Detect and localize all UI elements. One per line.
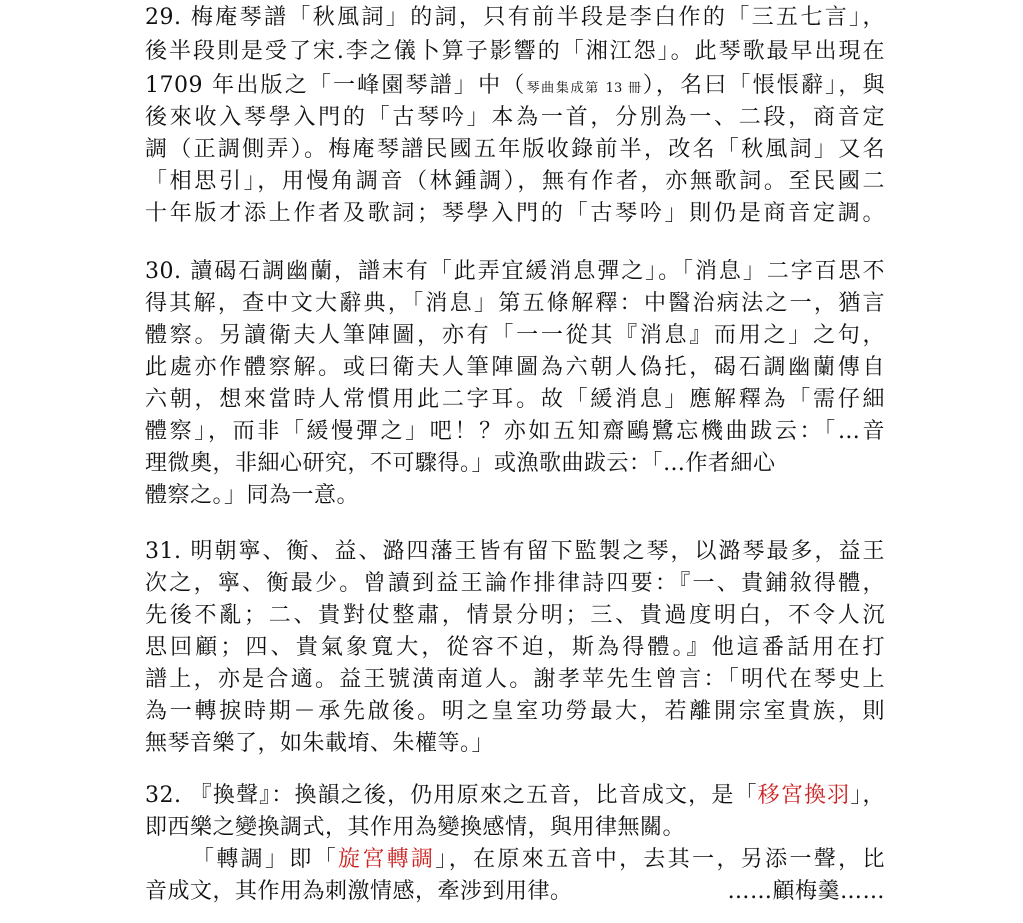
note-30-line-1 <box>145 256 885 288</box>
note-32-line-2: 即西樂之變換調式，其作用為變換感情，與用律無關。 <box>145 815 686 840</box>
note-30-number: 30. <box>145 259 182 284</box>
note-31-line-6: 為一轉捩時期－承先啟後。明之皇室功勞最大，若離開宗室貴族，則 <box>145 699 885 724</box>
note-32-text: 『換聲』：換韻之後，仍用原來之五音，比音成文，是「 <box>181 783 758 808</box>
note-30-text: 讀碣石調幽蘭，譜末有「此弄宜緩消息彈之」。「消息」二字百思不 <box>181 259 885 284</box>
note-29-line-4: 後來收入琴學入門的「古琴吟」本為一首，分別為一、二段，商音定 <box>145 105 885 130</box>
note-29-text: ），名曰「悵悵辭」，與 <box>642 73 885 98</box>
note-32-text: 「轉調」即「 <box>192 847 339 872</box>
note-29-line-1 <box>145 2 885 34</box>
source-note: 琴曲集成第 13 冊 <box>526 81 643 96</box>
note-31-text: 明朝寧、衡、益、潞四藩王皆有留下監製之琴，以潞琴最多，益王 <box>181 539 885 564</box>
note-31-line-4: 思回顧；四、貴氣象寬大，從容不迫，斯為得體。』他這番話用在打 <box>145 635 885 660</box>
note-29-line-6: 「相思引」，用慢角調音（林鍾調），無有作者，亦無歌詞。至民國二 <box>145 169 885 194</box>
note-32-text: 音成文，其作用為刺激情感，牽涉到用律。 <box>145 879 573 904</box>
note-32-text: 」，在原來五音中，去其一，另添一聲，比 <box>435 847 885 872</box>
note-30-line-7: 理微奧，非細心研究，不可驟得。」或漁歌曲跋云：「…作者細心 <box>145 451 776 476</box>
note-29-line-2: 後半段則是受了宋.李之儀卜算子影響的「湘江怨」。此琴歌最早出現在 <box>145 39 885 64</box>
highlight-term: 旋宮轉調 <box>338 847 436 872</box>
note-31-line-2: 次之，寧、衡最少。曾讀到益王論作排律詩四要：『一、貴鋪敘得體， <box>145 571 885 596</box>
note-31-line-7: 無琴音樂了，如朱載堉、朱權等。」 <box>145 731 495 756</box>
note-31-number: 31. <box>145 539 182 564</box>
note-29-text: 梅庵琴譜「秋風詞」的詞，只有前半段是李白作的「三五七言」， <box>181 5 885 30</box>
note-29-line-3 <box>145 70 885 105</box>
note-31-line-1 <box>145 536 885 568</box>
note-30-line-4: 此處亦作體察解。或曰衛夫人筆陣圖為六朝人偽托，碣石調幽蘭傳自 <box>145 355 885 380</box>
note-31-line-5: 譜上，亦是合適。益王號潢南道人。謝孝苹先生曾言：「明代在琴史上 <box>145 667 885 692</box>
highlight-term: 移宮換羽 <box>757 783 851 808</box>
note-30-line-2: 得其解，查中文大辭典，「消息」第五條解釋：中醫治病法之一，猶言 <box>145 291 885 316</box>
note-31-line-3: 先後不亂；二、貴對仗整肅，情景分明；三、貴過度明白，不令人沉 <box>145 603 885 628</box>
note-29-text: 1709 年出版之「一峰園琴譜」中（ <box>145 73 527 98</box>
note-32-number: 32. <box>145 783 182 808</box>
note-30-line-6: 體察」，而非「緩慢彈之」吧！？亦如五知齋鷗鷺忘機曲跋云：「…音 <box>145 419 885 444</box>
author-signature: ……顧梅羹…… <box>727 879 885 904</box>
note-32-text: 」， <box>850 783 885 808</box>
note-29-number: 29. <box>145 5 182 30</box>
note-32-line-4 <box>145 876 885 908</box>
note-30-line-3: 體察。另讀衛夫人筆陣圖，亦有「一一從其『消息』而用之」之句， <box>145 323 885 348</box>
note-30-line-5: 六朝，想來當時人常慣用此二字耳。故「緩消息」應解釋為「需仔細 <box>145 387 885 412</box>
note-30-line-8: 體察之。」同為一意。 <box>145 483 360 508</box>
note-29-line-7: 十年版才添上作者及歌詞；琴學入門的「古琴吟」則仍是商音定調。 <box>145 201 885 226</box>
note-29-line-5: 調（正調側弄）。梅庵琴譜民國五年版收錄前半，改名「秋風詞」又名 <box>145 137 885 162</box>
note-32-line-3 <box>192 844 885 876</box>
note-32-line-1 <box>145 780 885 812</box>
